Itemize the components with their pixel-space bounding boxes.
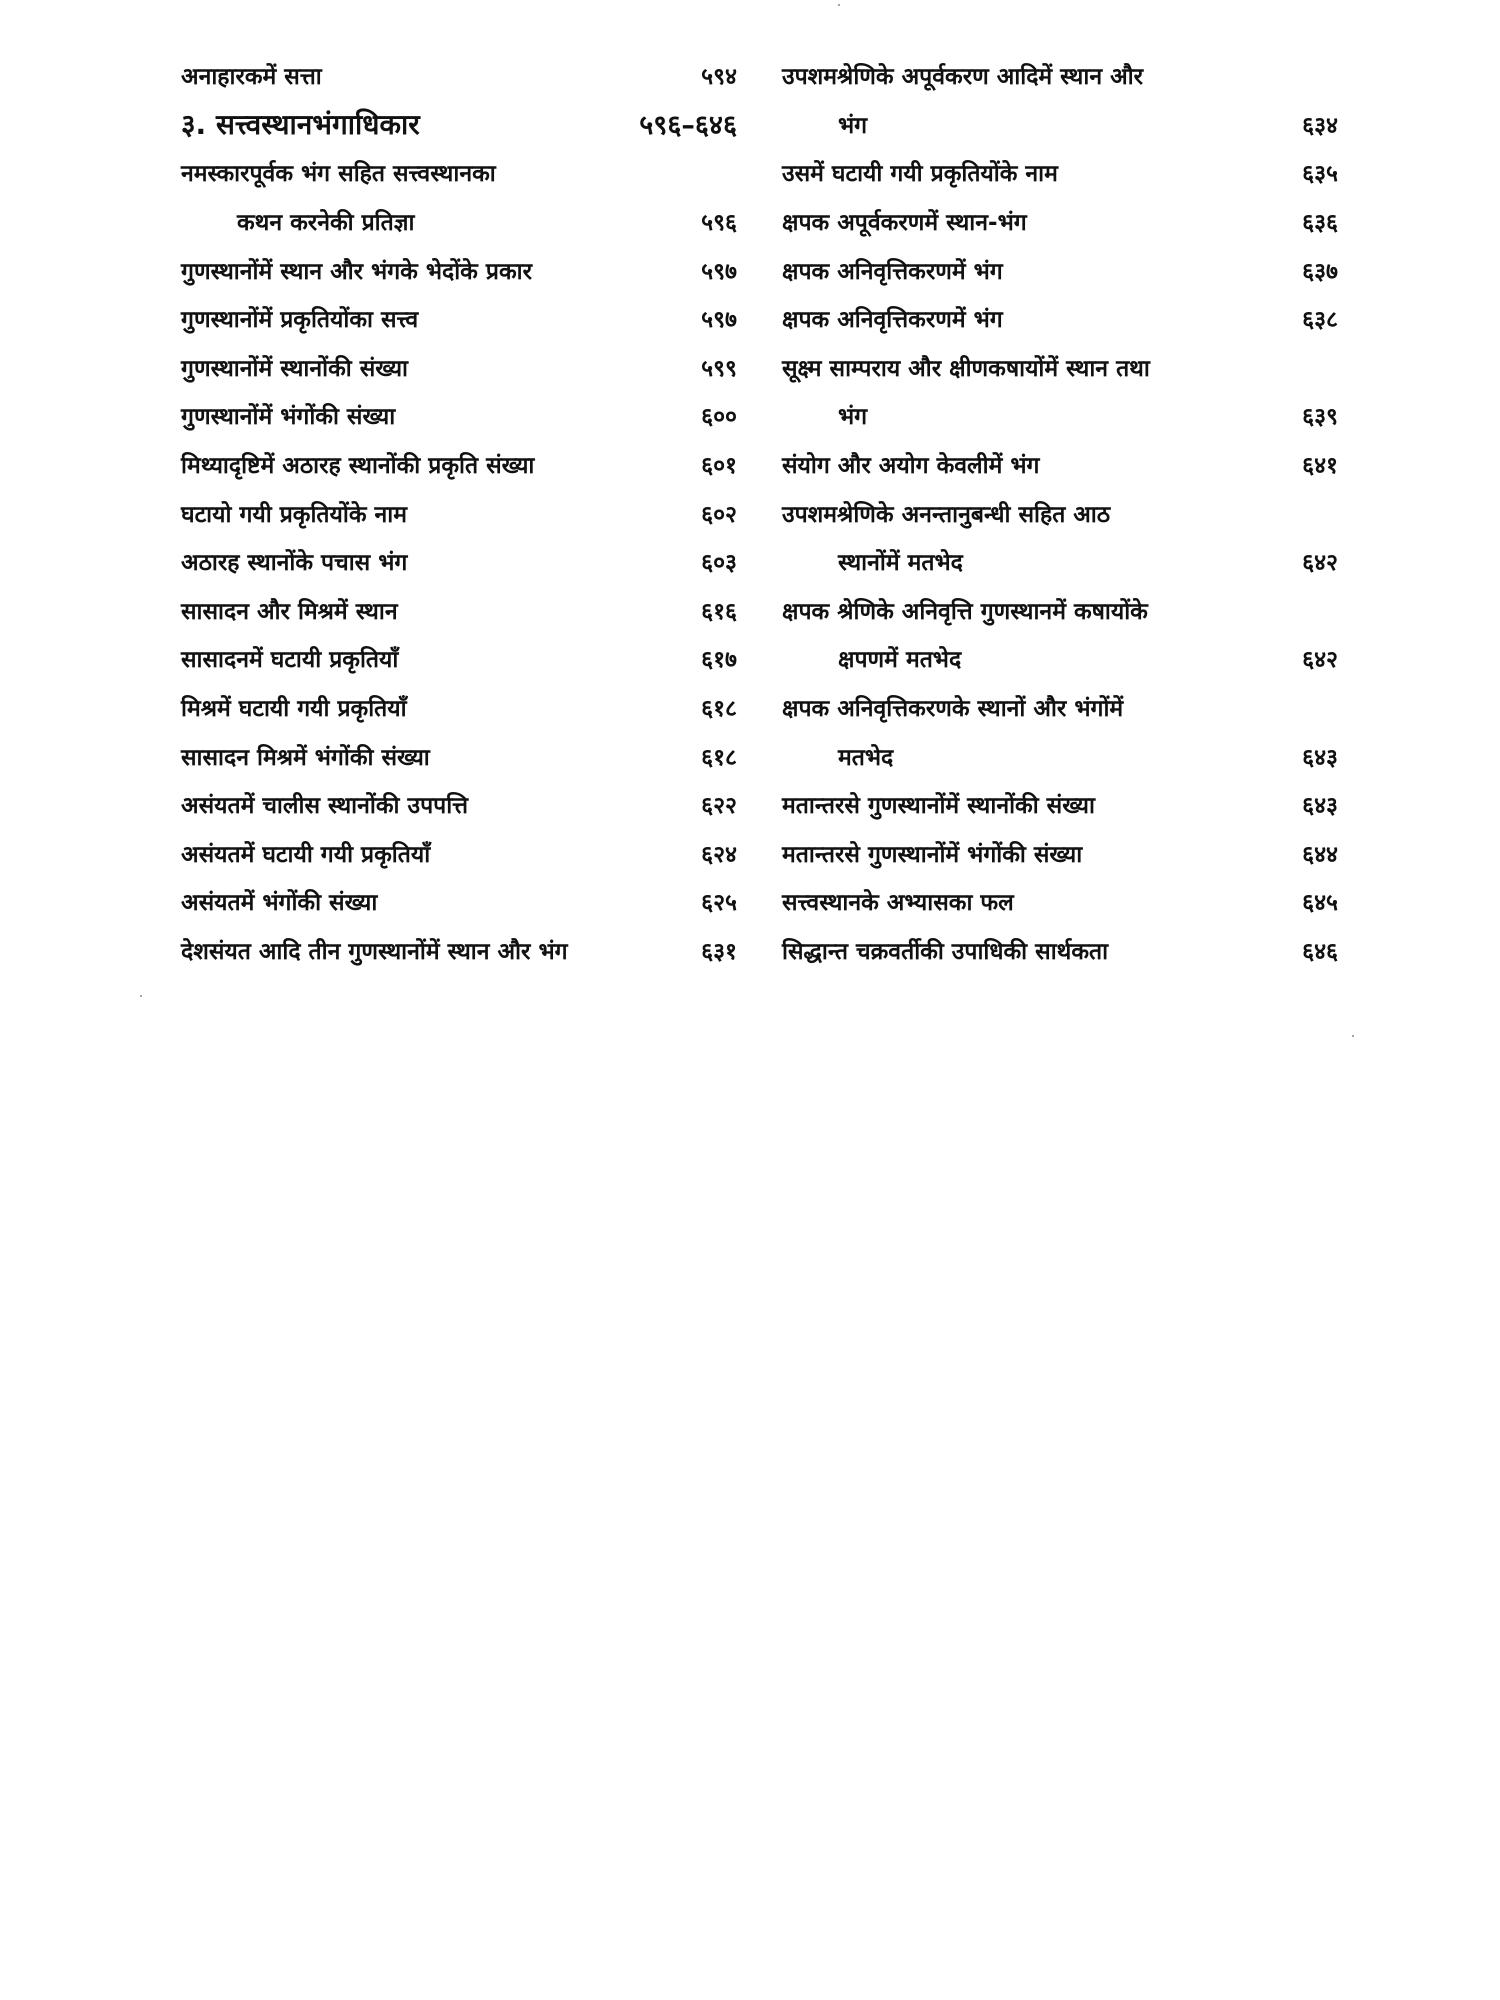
toc-section-heading [181, 100, 737, 149]
toc-right-column [782, 51, 1338, 974]
toc-page-number: ६०१ [701, 453, 737, 480]
toc-entry [181, 634, 737, 683]
toc-entry [782, 780, 1338, 829]
toc-entry [782, 877, 1338, 926]
toc-entry [181, 683, 737, 732]
toc-page-number: ६४३ [1302, 744, 1338, 771]
toc-page-number: ६४२ [1302, 550, 1338, 577]
toc-page-number: ६२४ [701, 841, 737, 868]
toc-entry [782, 197, 1338, 246]
toc-entry [782, 634, 1338, 683]
toc-entry-title: क्षपक श्रेणिके अनिवृत्ति गुणस्थानमें कषायोंके [782, 598, 1148, 625]
toc-entry [782, 731, 1338, 780]
toc-page-number: ६१६ [701, 598, 737, 625]
toc-entry [782, 343, 1338, 392]
toc-entry-title: नमस्कारपूर्वक भंग सहित सत्त्वस्थानका [181, 161, 496, 188]
toc-entry-title: अठारह स्थानोंके पचास भंग [181, 550, 408, 577]
toc-entry [782, 537, 1338, 586]
toc-entry [181, 148, 737, 197]
toc-page-number: ६१८ [701, 696, 737, 723]
toc-page-number: ५९६ [701, 210, 737, 237]
toc-page-number: ६४४ [1302, 841, 1338, 868]
toc-entry-title: क्षपक अनिवृत्तिकरणके स्थानों और भंगोंमें [782, 696, 1124, 723]
toc-entry [181, 829, 737, 878]
toc-entry [181, 343, 737, 392]
toc-entry-title: घटायो गयी प्रकृतियोंके नाम [181, 501, 407, 528]
toc-entry-title: क्षपणमें मतभेद [838, 647, 962, 674]
toc-entry-title: उसमें घटायी गयी प्रकृतियोंके नाम [782, 161, 1058, 188]
toc-page-number: ६३५ [1302, 161, 1338, 188]
toc-left-column [181, 51, 737, 974]
toc-entry-title: असंयतमें चालीस स्थानोंकी उपपत्ति [181, 793, 469, 820]
toc-page-number: ६४६ [1302, 938, 1338, 965]
toc-page-number: ६३८ [1302, 307, 1338, 334]
toc-entry-title: मिथ्यादृष्टिमें अठारह स्थानोंकी प्रकृति संख्या [181, 453, 535, 480]
toc-entry [181, 731, 737, 780]
toc-entry [782, 51, 1338, 100]
toc-entry [181, 51, 737, 100]
toc-entry-title: संयोग और अयोग केवलीमें भंग [782, 453, 1040, 480]
toc-page-number: ६२५ [701, 890, 737, 917]
scan-speck [838, 4, 840, 6]
toc-entry-title: भंग [838, 112, 868, 139]
toc-entry-title: सासादन और मिश्रमें स्थान [181, 598, 398, 625]
toc-page-number: ६१८ [701, 744, 737, 771]
toc-page-number: ५९७ [701, 258, 737, 285]
toc-entry [782, 148, 1338, 197]
toc-page-number: ६०३ [701, 550, 737, 577]
toc-entry-title: गुणस्थानोंमें प्रकृतियोंका सत्त्व [181, 307, 419, 334]
toc-entry-title: उपशमश्रेणिके अनन्तानुबन्धी सहित आठ [782, 501, 1111, 528]
toc-entry-title: स्थानोंमें मतभेद [838, 550, 963, 577]
toc-page-number: ६३७ [1302, 258, 1338, 285]
toc-entry [181, 586, 737, 635]
toc-entry-title: मतभेद [838, 744, 894, 771]
toc-page-number: ६४२ [1302, 647, 1338, 674]
toc-page-number: ५९९ [701, 355, 737, 382]
toc-page-number: ६३१ [701, 938, 737, 965]
toc-entry-title: असंयतमें भंगोंकी संख्या [181, 890, 378, 917]
toc-page-number: ६३९ [1302, 404, 1338, 431]
toc-entry-title: असंयतमें घटायी गयी प्रकृतियाँ [181, 841, 431, 868]
toc-entry [782, 100, 1338, 149]
toc-entry-title: कथन करनेकी प्रतिज्ञा [237, 210, 415, 237]
toc-entry-title: गुणस्थानोंमें स्थानोंकी संख्या [181, 355, 408, 382]
toc-entry [782, 294, 1338, 343]
toc-entry-title: मिश्रमें घटायी गयी प्रकृतियाँ [181, 696, 407, 723]
toc-entry [181, 926, 737, 975]
toc-page-number: ६३४ [1302, 112, 1338, 139]
toc-page-number: ५९६–६४६ [639, 110, 737, 142]
scan-speck [1352, 1035, 1354, 1037]
toc-entry-title: क्षपक अनिवृत्तिकरणमें भंग [782, 258, 1003, 285]
toc-page-number: ६३६ [1302, 210, 1338, 237]
toc-page-number: ६०० [701, 404, 737, 431]
toc-entry [181, 780, 737, 829]
toc-entry [782, 391, 1338, 440]
toc-entry-title: भंग [838, 404, 868, 431]
toc-entry [181, 488, 737, 537]
toc-page-number: ६४५ [1302, 890, 1338, 917]
toc-entry [181, 440, 737, 489]
toc-entry [782, 926, 1338, 975]
toc-page-number: ६०२ [701, 501, 737, 528]
toc-entry [782, 440, 1338, 489]
toc-entry [181, 197, 737, 246]
toc-entry [181, 537, 737, 586]
toc-entry [782, 683, 1338, 732]
toc-entry [782, 245, 1338, 294]
toc-entry [782, 586, 1338, 635]
toc-entry [181, 245, 737, 294]
toc-entry-title: सूक्ष्म साम्पराय और क्षीणकषायोंमें स्थान तथा [782, 355, 1150, 382]
toc-entry-title: सासादन मिश्रमें भंगोंकी संख्या [181, 744, 430, 771]
toc-entry [181, 877, 737, 926]
toc-entry-title: गुणस्थानोंमें भंगोंकी संख्या [181, 404, 396, 431]
toc-page-number: ५९७ [701, 307, 737, 334]
toc-entry-title: ३. सत्त्वस्थानभंगाधिकार [181, 107, 420, 141]
toc-entry [782, 829, 1338, 878]
toc-page-number: ६१७ [701, 647, 737, 674]
toc-entry [181, 294, 737, 343]
toc-entry-title: अनाहारकमें सत्ता [181, 64, 322, 91]
toc-entry-title: मतान्तरसे गुणस्थानोंमें भंगोंकी संख्या [782, 841, 1083, 868]
toc-entry-title: क्षपक अपूर्वकरणमें स्थान-भंग [782, 210, 1027, 237]
toc-page-number: ५९४ [701, 64, 737, 91]
toc-entry-title: सासादनमें घटायी प्रकृतियाँ [181, 647, 399, 674]
scan-speck [140, 995, 142, 997]
toc-entry-title: क्षपक अनिवृत्तिकरणमें भंग [782, 307, 1003, 334]
toc-entry-title: गुणस्थानोंमें स्थान और भंगके भेदोंके प्रकार [181, 258, 532, 285]
toc-entry-title: उपशमश्रेणिके अपूर्वकरण आदिमें स्थान और [782, 64, 1144, 91]
toc-entry-title: सिद्धान्त चक्रवर्तीकी उपाधिकी सार्थकता [782, 938, 1109, 965]
toc-entry-title: सत्त्वस्थानके अभ्यासका फल [782, 890, 1014, 917]
toc-page-number: ६४१ [1302, 453, 1338, 480]
toc-entry [782, 488, 1338, 537]
toc-page-number: ६४३ [1302, 793, 1338, 820]
toc-entry-title: देशसंयत आदि तीन गुणस्थानोंमें स्थान और भंग [181, 938, 568, 965]
toc-entry-title: मतान्तरसे गुणस्थानोंमें स्थानोंकी संख्या [782, 793, 1095, 820]
toc-entry [181, 391, 737, 440]
toc-page-number: ६२२ [701, 793, 737, 820]
